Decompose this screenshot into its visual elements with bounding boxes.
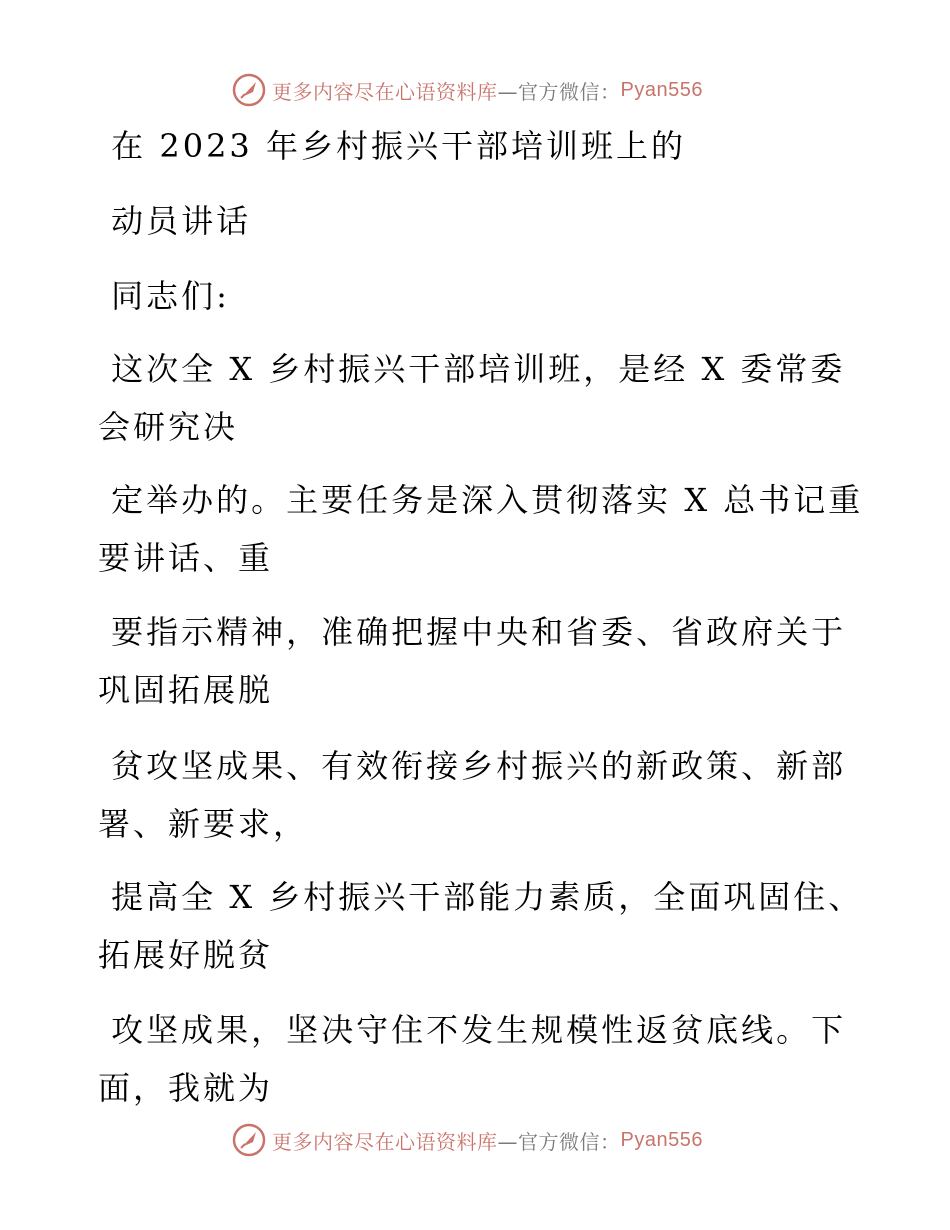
watermark-text-site: 更多内容尽在心语资料库 <box>272 1129 498 1154</box>
watermark-text-wechat-label: —官方微信： <box>497 1129 621 1154</box>
text-line: 提高全 X 乡村振兴干部能力素质，全面巩固住、 <box>98 878 864 916</box>
watermark-text-wechat-id: Pyan556 <box>620 1128 703 1151</box>
watermark-footer <box>232 1120 703 1160</box>
watermark-text-wechat-label: —官方微信： <box>497 79 621 104</box>
text-line: 面，我就为 <box>98 1069 274 1107</box>
text-line: 要指示精神，准确把握中央和省委、省政府关于 <box>98 613 847 651</box>
text-line: 贫攻坚成果、有效衔接乡村振兴的新政策、新部 <box>98 747 847 785</box>
watermark-text-site: 更多内容尽在心语资料库 <box>272 79 498 104</box>
text-line: 会研究决 <box>98 408 239 446</box>
text-line: 在 2023 年乡村振兴干部培训班上的 <box>98 127 686 165</box>
watermark-text-wechat-id: Pyan556 <box>620 78 703 101</box>
text-line: 拓展好脱贫 <box>98 936 274 974</box>
text-line: 攻坚成果，坚决守住不发生规模性返贫底线。下 <box>98 1011 847 1049</box>
text-line: 要讲话、重 <box>98 539 274 577</box>
text-line: 定举办的。主要任务是深入贯彻落实 X 总书记重 <box>98 481 864 519</box>
text-line: 动员讲话 <box>98 202 252 240</box>
quill-logo-icon <box>232 73 266 107</box>
text-line: 巩固拓展脱 <box>98 671 274 709</box>
text-line: 这次全 X 乡村振兴干部培训班，是经 X 委常委 <box>98 350 846 388</box>
text-line: 署、新要求， <box>98 805 309 843</box>
text-line: 同志们: <box>98 277 230 315</box>
quill-logo-icon <box>232 1123 266 1157</box>
watermark-header <box>232 70 703 110</box>
